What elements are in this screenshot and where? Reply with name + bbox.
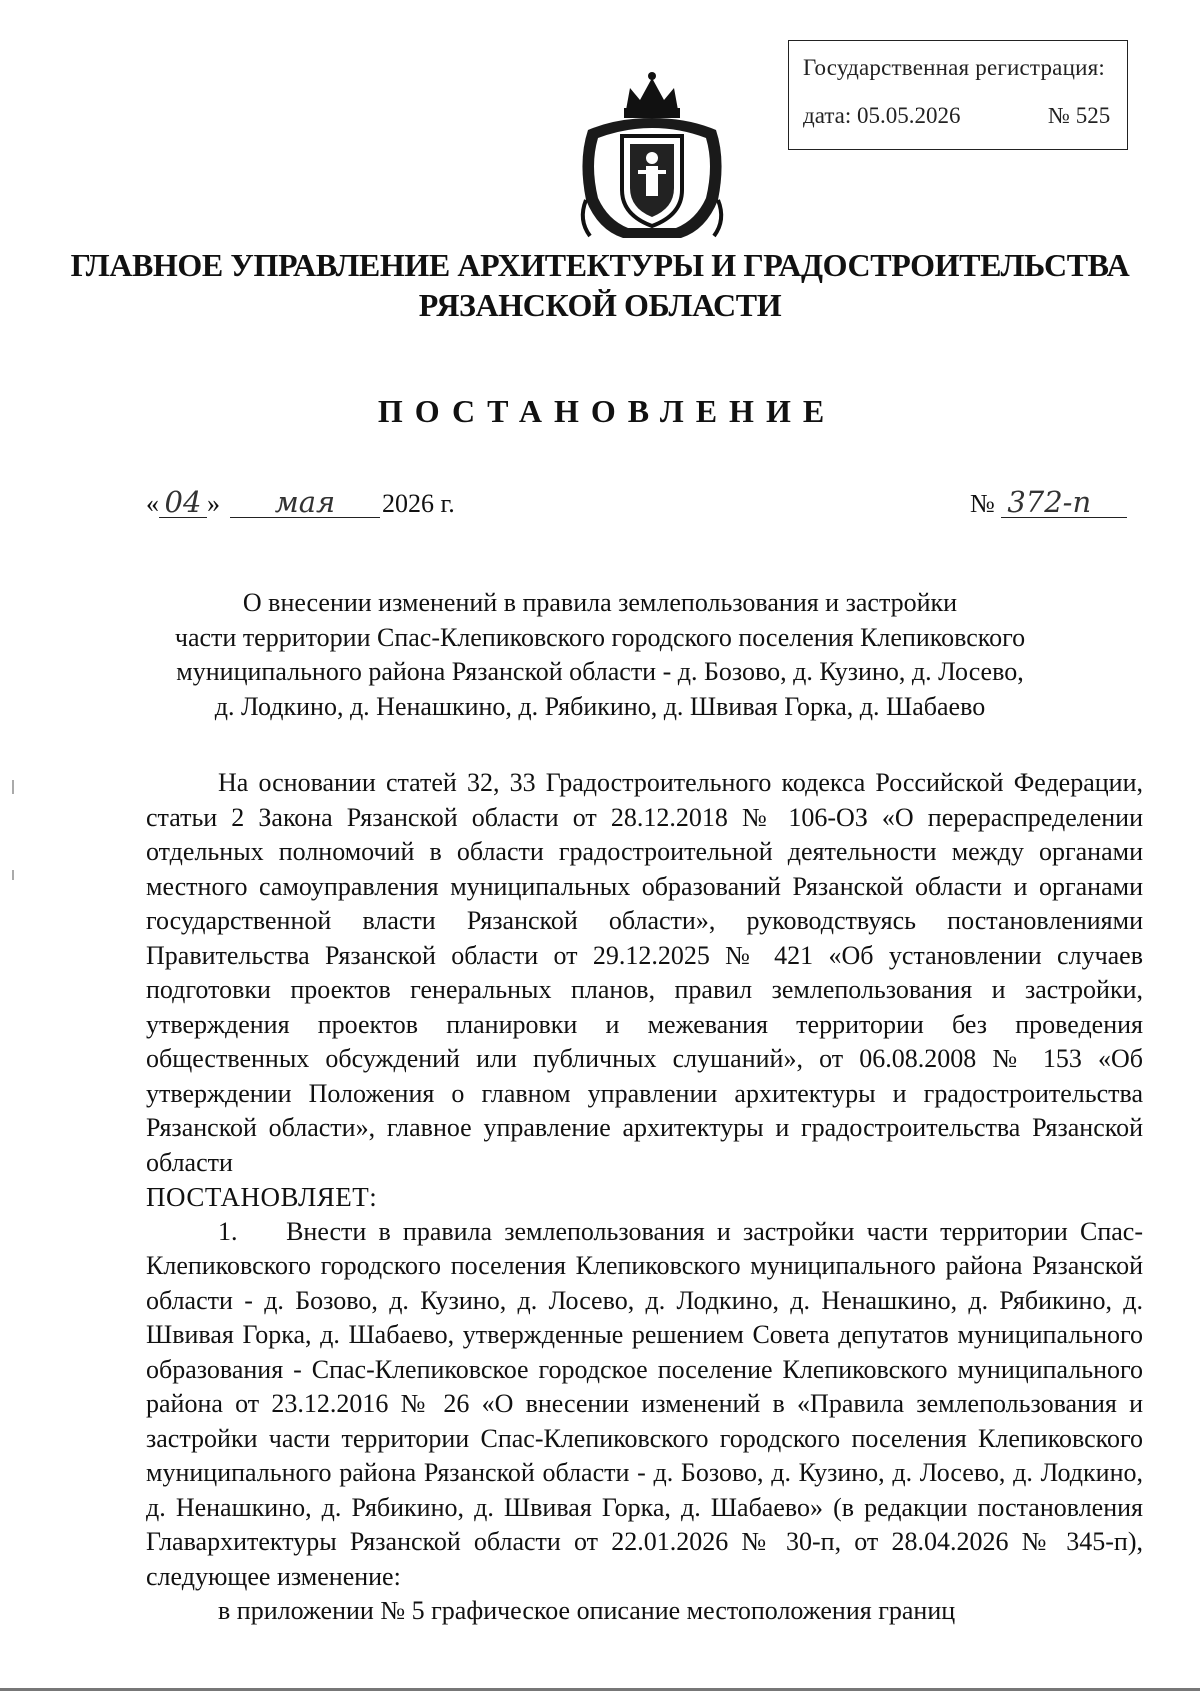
- preamble-paragraph: На основании статей 32, 33 Градостроительного кодекса Российской Федерации, статьи 2 Закона Рязанской области от 28.12.2018 № 106-ОЗ «О перераспределении отдельных полномочий в области градостроительной деятельности между органами местного самоуправления муниципальных образований Рязанской области и органами государственной власти Рязанской области», руководствуясь постановлениями Правительства Рязанской области от 29.12.2025 № 421 «Об установлении случаев подготовки проектов генеральных планов, правил землепользования и застройки, утверждения проектов планировки и межевания территории без проведения общественных обсуждений или публичных слушаний», от 06.08.2008 № 153 «Об утверждении Положения о главном управлении архитектуры и градостроительства Рязанской области», главное управление архитектуры и градостроительства Рязанской области: [146, 768, 1143, 1177]
- organization-line-2: РЯЗАНСКОЙ ОБЛАСТИ: [418, 287, 782, 323]
- registration-number: № 525: [1048, 103, 1111, 128]
- registration-date: дата: 05.05.2026: [803, 103, 961, 128]
- subject-line-4: д. Лодкино, д. Ненашкино, д. Рябикино, д. Швивая Горка, д. Шабаево: [214, 691, 986, 721]
- date-month: мая: [230, 487, 380, 518]
- item-1-subparagraph: в приложении № 5 графическое описание местоположения границ: [218, 1596, 956, 1625]
- subject-line-2: части территории Спас-Клепиковского городского поселения Клепиковского: [174, 622, 1026, 652]
- registration-stamp: [788, 40, 1128, 150]
- subject-line-3: муниципального района Рязанской области - д. Бозово, д. Кузино, д. Лосево,: [176, 657, 1024, 686]
- document-type: ПОСТАНОВЛЕНИЕ: [377, 393, 837, 429]
- subject-line-1: О внесении изменений в правила землепользования и застройки: [242, 588, 958, 617]
- date-open-quote: «: [146, 489, 159, 518]
- document-body: [146, 766, 1143, 1629]
- scan-speck: [12, 870, 14, 880]
- date-day: 04: [159, 487, 207, 518]
- registration-title: Государственная регистрация:: [803, 55, 1105, 80]
- organization-name: [0, 245, 1200, 325]
- document-number-label: №: [970, 489, 995, 518]
- document-number: [970, 487, 1127, 519]
- date-close-quote: »: [207, 489, 220, 518]
- document-date: [146, 487, 455, 519]
- scan-speck: [12, 780, 14, 794]
- item-1-number: 1.: [218, 1216, 238, 1246]
- document-subject: [0, 586, 1200, 724]
- item-1-paragraph: [146, 1215, 1143, 1595]
- coat-of-arms-icon: [568, 70, 736, 240]
- registration-row: [803, 103, 1115, 129]
- organization-line-1: ГЛАВНОЕ УПРАВЛЕНИЕ АРХИТЕКТУРЫ И ГРАДОСТРОИТЕЛЬСТВА: [70, 247, 1130, 283]
- document-number-value: 372-п: [1001, 487, 1127, 518]
- decree-word: ПОСТАНОВЛЯЕТ:: [146, 1182, 378, 1212]
- date-year: 2026 г.: [382, 489, 455, 518]
- scan-bottom-edge: [0, 1688, 1200, 1691]
- item-1-text: Внести в правила землепользования и застройки части территории Спас-Клепиковского городского поселения Клепиковского муниципального района Рязанской области - д. Бозово, д. Кузино, д. Лосево, д. Лодкино, д. Ненашкино, д. Рябикино, д. Швивая Горка, д. Шабаево, утвержденные решением Совета депутатов муниципального образования - Спас-Клепиковское городское поселение Клепиковского муниципального района от 23.12.2016 № 26 «О внесении изменений в «Правила землепользования и застройки части территории Спас-Клепиковского городского поселения Клепиковского муниципального района Рязанской области - д. Бозово, д. Кузино, д. Лосево, д. Лодкино, д. Ненашкино, д. Рябикино, д. Швивая Горка, д. Шабаево» (в редакции постановления Главархитектуры Рязанской области от 22.01.2026 № 30-п, от 28.04.2026 № 345-п), следующее изменение:: [146, 1216, 1143, 1591]
